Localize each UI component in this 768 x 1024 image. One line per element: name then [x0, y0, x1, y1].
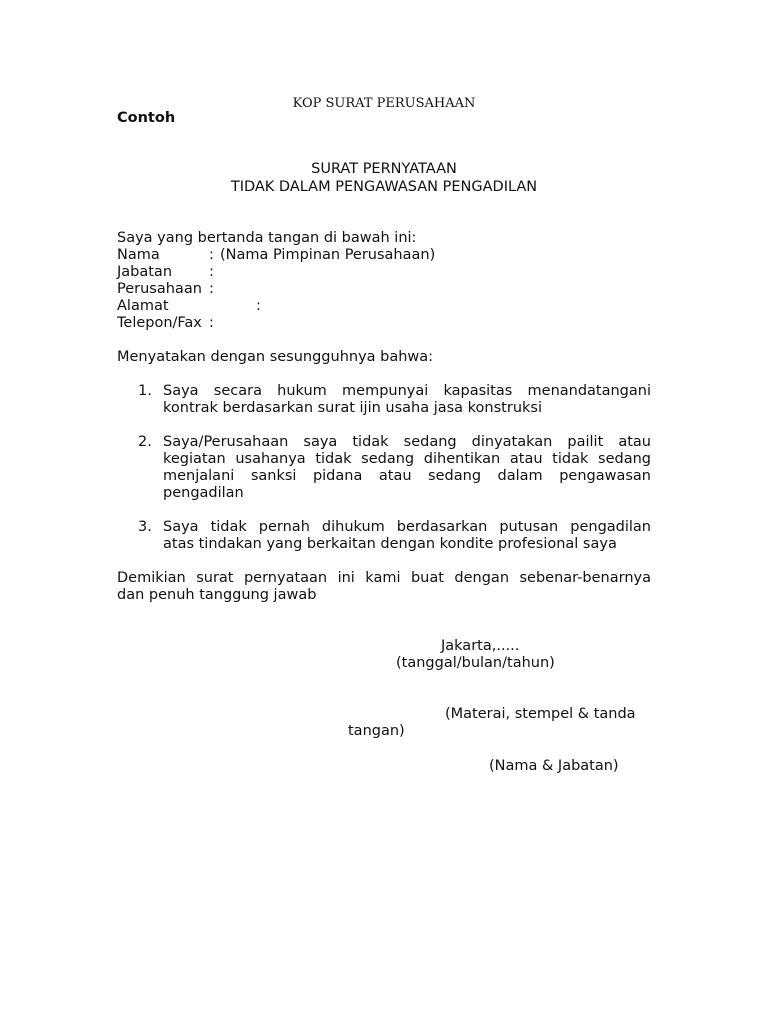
- list-item-line: Saya/Perusahaan saya tidak sedang dinyatakan pailit atau: [163, 434, 651, 450]
- list-item: [163, 519, 651, 553]
- list-item-line: atas tindakan yang berkaitan dengan kondite profesional saya: [163, 536, 617, 552]
- field-label-jabatan: Jabatan: [117, 264, 173, 280]
- field-colon: :: [209, 264, 214, 280]
- list-item-number: 1.: [138, 383, 152, 399]
- date-hint: (tanggal/bulan/tahun): [396, 655, 555, 671]
- declaration-text: Menyatakan dengan sesungguhnya bahwa:: [117, 349, 434, 365]
- title-line-1: SURAT PERNYATAAN: [311, 161, 457, 177]
- field-colon: :: [209, 281, 214, 297]
- list-item-number: 2.: [138, 434, 152, 450]
- list-item-line: menjalani sanksi pidana atau sedang dalam pengawasan: [163, 468, 651, 484]
- place-and-date: Jakarta,.....: [441, 638, 520, 654]
- intro-text: Saya yang bertanda tangan di bawah ini:: [117, 230, 417, 246]
- field-label-telepon: Telepon/Fax: [117, 315, 202, 331]
- closing-line: Demikian surat pernyataan ini kami buat dengan sebenar-benarnya: [117, 570, 651, 586]
- letterhead-placeholder: KOP SURAT PERUSAHAAN: [292, 96, 476, 111]
- field-label-perusahaan: Perusahaan: [117, 281, 202, 297]
- list-item-line: Saya secara hukum mempunyai kapasitas menandatangani: [163, 383, 651, 399]
- list-item-line: kegiatan usahanya tidak sedang dihentikan atau tidak sedang: [163, 451, 651, 467]
- field-label-alamat: Alamat: [117, 298, 169, 314]
- list-item-line: pengadilan: [163, 485, 244, 501]
- list-item-number: 3.: [138, 519, 152, 535]
- list-item-line: kontrak berdasarkan surat ijin usaha jasa konstruksi: [163, 400, 542, 416]
- title-line-2: TIDAK DALAM PENGAWASAN PENGADILAN: [230, 179, 538, 195]
- field-colon: :: [209, 315, 214, 331]
- list-item: [163, 383, 651, 417]
- field-value-nama: (Nama Pimpinan Perusahaan): [220, 247, 436, 263]
- closing-paragraph: [117, 570, 651, 604]
- field-colon: :: [256, 298, 261, 314]
- list-item-line: Saya tidak pernah dihukum berdasarkan putusan pengadilan: [163, 519, 651, 535]
- example-label: Contoh: [117, 110, 176, 126]
- field-colon: :: [209, 247, 214, 263]
- stamp-note-line-1: (Materai, stempel & tanda: [445, 706, 636, 722]
- list-item: [163, 434, 651, 502]
- stamp-note-line-2: tangan): [348, 723, 405, 739]
- signer-name-title: (Nama & Jabatan): [489, 758, 619, 774]
- closing-line: dan penuh tanggung jawab: [117, 587, 317, 603]
- field-label-nama: Nama: [117, 247, 160, 263]
